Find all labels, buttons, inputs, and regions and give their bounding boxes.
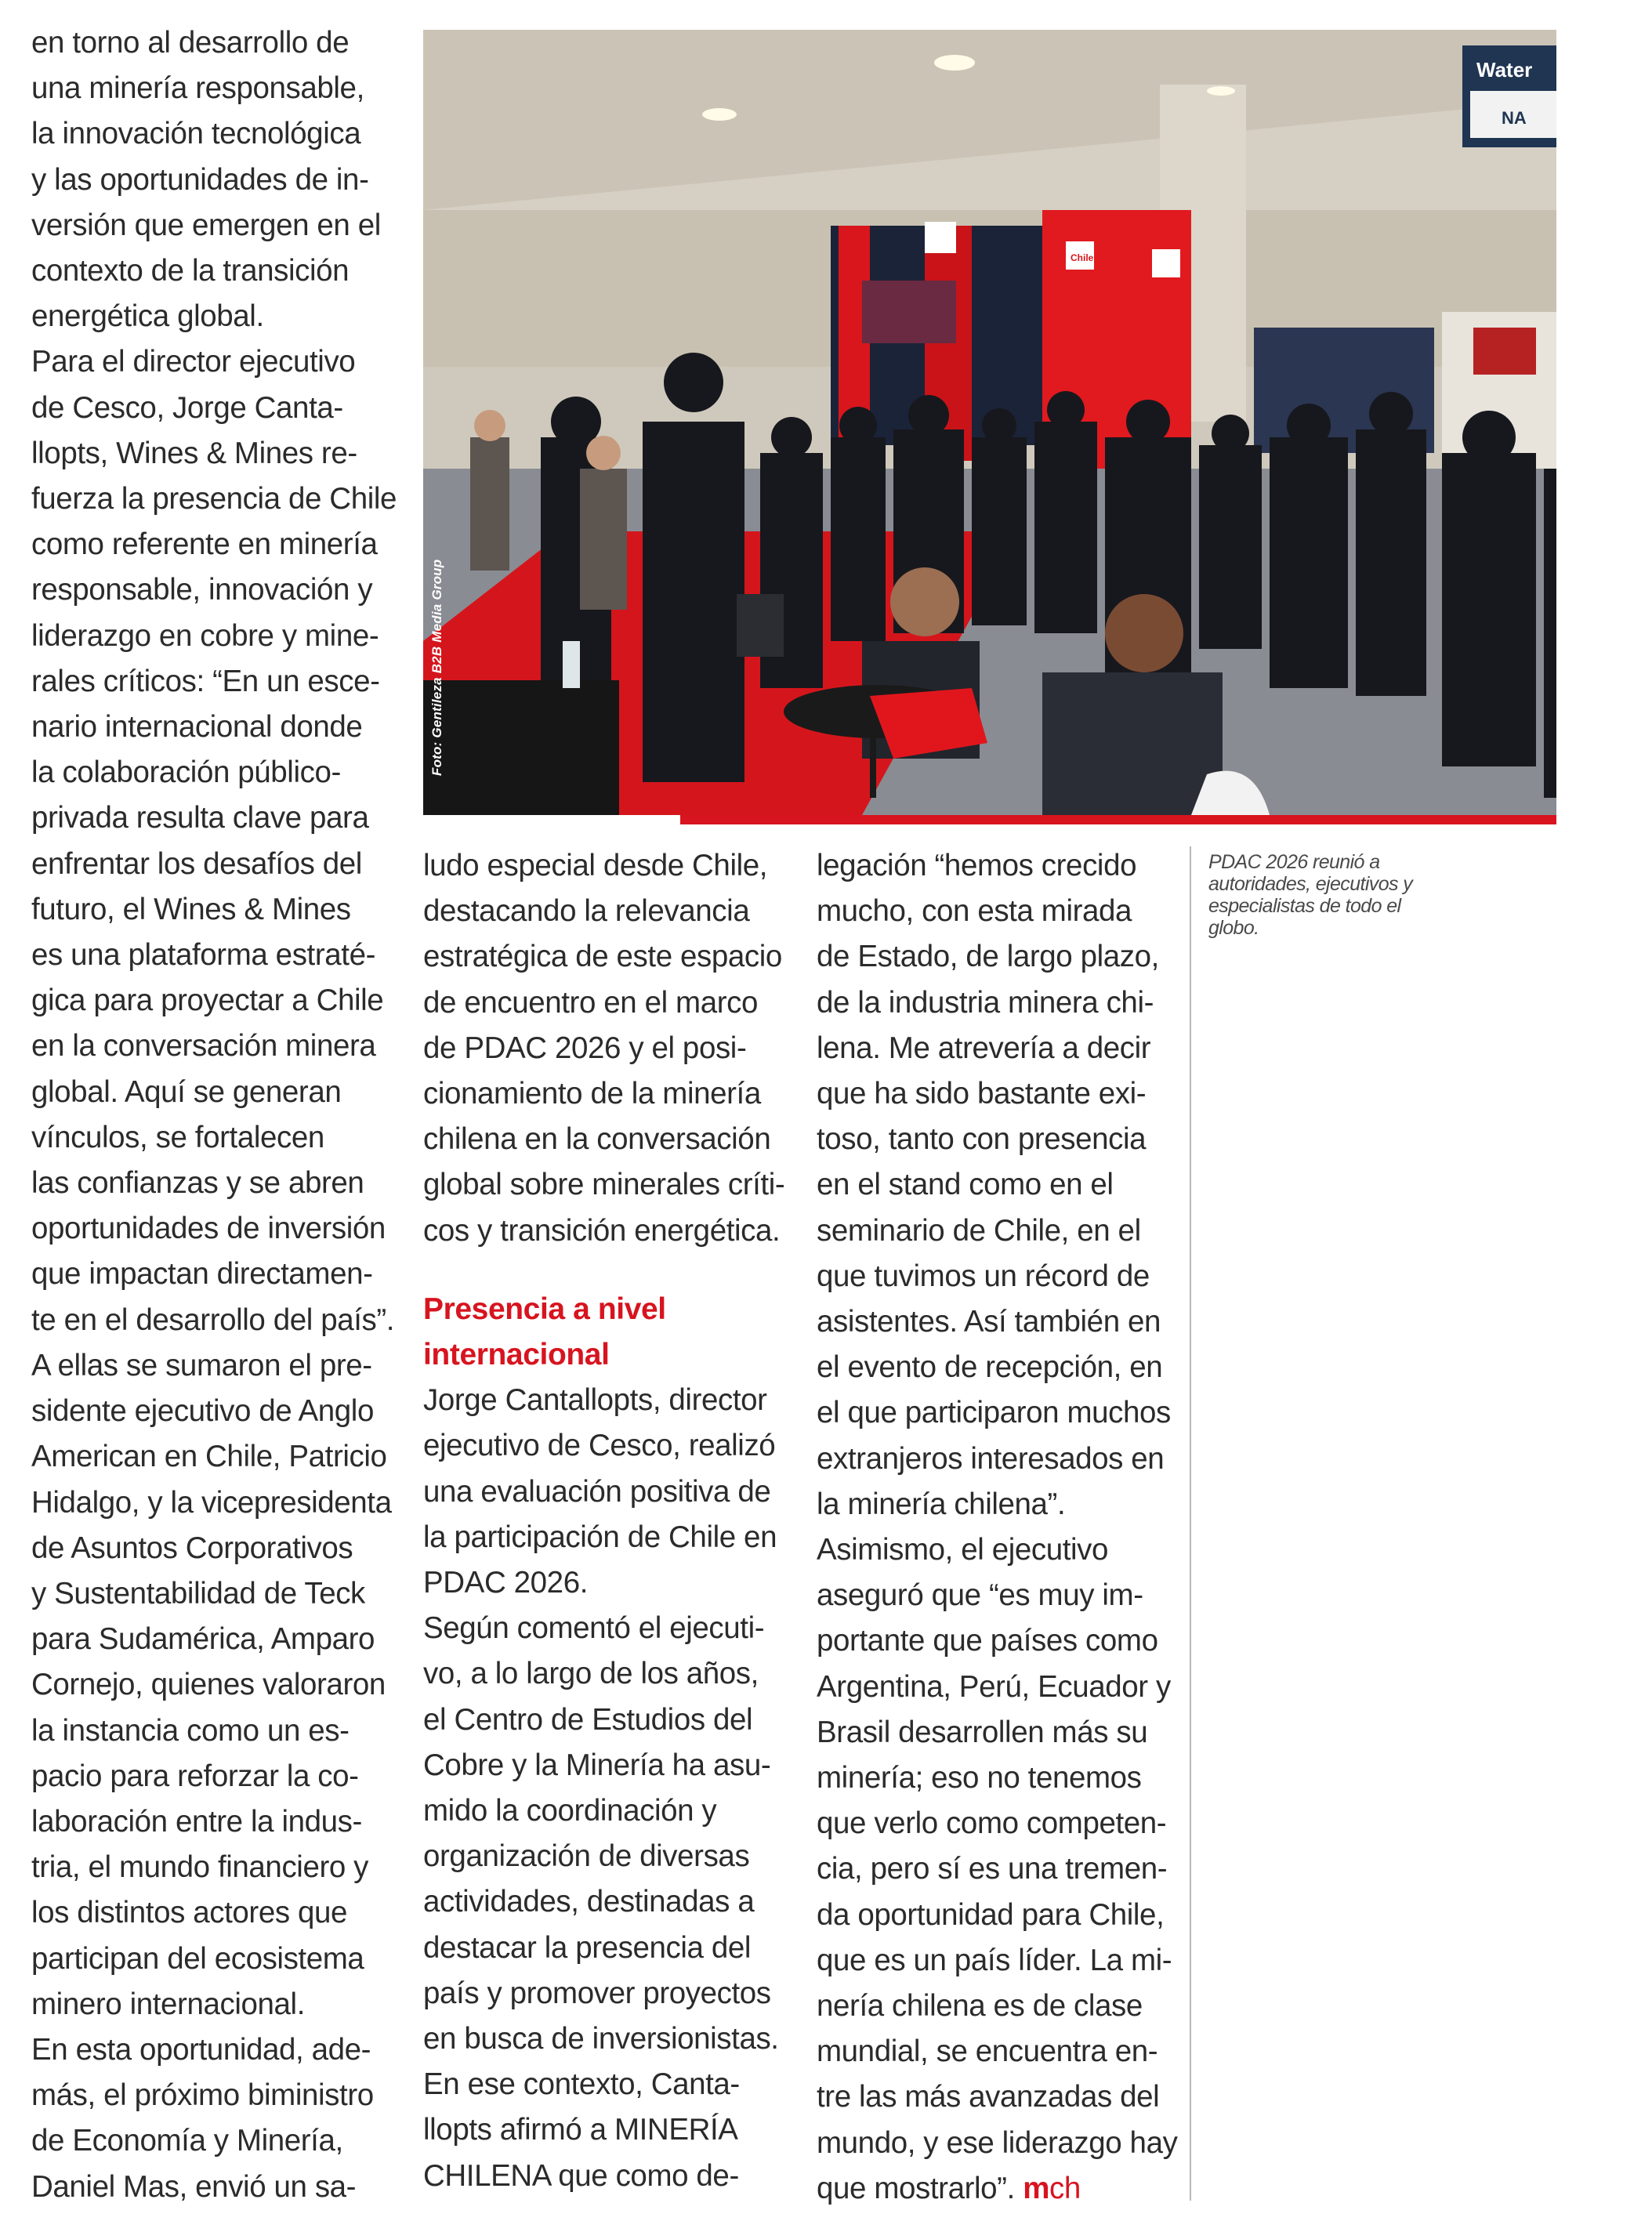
paragraph	[423, 2062, 768, 2199]
text-line: Para el director ejecutivo	[31, 345, 356, 379]
text-line: tre las más avanzadas del	[817, 2080, 1160, 2114]
text-line: Jorge Cantallopts, director	[423, 1383, 767, 1418]
text-line: y las oportunidades de in-	[31, 162, 369, 197]
text-line: el evento de recepción, en	[817, 1350, 1163, 1385]
text-line: Presencia a nivel	[423, 1292, 666, 1326]
paragraph	[423, 1378, 777, 1606]
text-line: en el stand como en el	[817, 1168, 1114, 1202]
text-line: destacando la relevancia	[423, 894, 750, 929]
text-line: Brasil desarrollen más su	[817, 1715, 1148, 1749]
text-line: seminario de Chile, en el	[817, 1213, 1141, 1248]
text-line: En esta oportunidad, ade-	[31, 2032, 371, 2067]
text-line: ejecutivo de Cesco, realizó	[423, 1429, 776, 1463]
text-line: más, el próximo biministro	[31, 2078, 374, 2113]
text-line: las confianzas y se abren	[31, 1166, 364, 1201]
text-line: que tuvimos un récord de	[817, 1259, 1150, 1293]
text-line: de Economía y Minería,	[31, 2124, 343, 2158]
text-line: vínculos, se fortalecen	[31, 1120, 324, 1154]
text-line: cia, pero sí es una tremen-	[817, 1852, 1168, 1886]
text-line: minería; eso no tenemos	[817, 1761, 1142, 1795]
text-line: que ha sido bastante exi-	[817, 1077, 1147, 1111]
text-line: chilena en la conversación	[423, 1122, 771, 1157]
text-line: que es un país líder. La mi-	[817, 1943, 1172, 1977]
text-line: global. Aquí se generan	[31, 1074, 342, 1109]
text-line: que impactan directamen-	[31, 1257, 373, 1292]
caption-divider	[1190, 846, 1191, 2201]
text-line: rales críticos: “En un esce-	[31, 664, 380, 698]
text-line: Según comentó el ejecuti-	[423, 1611, 765, 1646]
sign-logo: NA	[1502, 108, 1527, 128]
text-line: tria, el mundo financiero y	[31, 1850, 369, 1885]
text-line: nería chilena es de clase	[817, 1989, 1143, 2024]
photo-red-line	[680, 815, 1556, 824]
text-line: es una plataforma estraté-	[31, 938, 376, 973]
text-line: versión que emergen en el	[31, 208, 381, 242]
text-line: minero internacional.	[31, 1987, 305, 2021]
text-line: país y promover proyectos	[423, 1976, 771, 2010]
text-line: nario internacional donde	[31, 710, 363, 745]
text-line: una minería responsable,	[31, 71, 364, 106]
text-line: en torno al desarrollo de	[31, 26, 350, 60]
text-line: Cobre y la Minería ha asu-	[423, 1748, 771, 1782]
article-column-2	[423, 843, 785, 2199]
text-line: ludo especial desde Chile,	[423, 849, 768, 882]
text-line: estratégica de este espacio	[423, 940, 782, 974]
text-line: Cornejo, quienes valoraron	[31, 1668, 386, 1702]
text-line: En ese contexto, Canta-	[423, 2067, 740, 2102]
text-line: cionamiento de la minería	[423, 1077, 761, 1111]
text-line: energética global.	[31, 299, 264, 334]
paragraph	[31, 1343, 392, 2027]
text-line: aseguró que “es muy im-	[817, 1578, 1143, 1613]
text-line: globo.	[1208, 917, 1259, 939]
photo-credit: Foto: Gentileza B2B Media Group	[429, 559, 444, 776]
text-line: actividades, destinadas a	[423, 1885, 755, 1919]
section-subhead	[423, 1287, 768, 1378]
text-line: PDAC 2026.	[423, 1566, 589, 1600]
text-line: asistentes. Así también en	[817, 1305, 1161, 1339]
text-line: laboración entre la indus-	[31, 1804, 362, 1839]
booth-label: Chile	[1071, 252, 1094, 263]
text-line: cos y transición energética.	[423, 1213, 781, 1248]
text-line: mucho, con esta mirada	[817, 894, 1132, 929]
text-line: destacar la presencia del	[423, 1930, 752, 1965]
text-line: sidente ejecutivo de Anglo	[31, 1394, 374, 1429]
text-line: especialistas de todo el	[1208, 895, 1401, 917]
paragraph	[31, 339, 397, 1342]
text-line: como referente en minería	[31, 527, 378, 562]
text-line: llopts, Wines & Mines re-	[31, 436, 357, 470]
text-line: organización de diversas	[423, 1839, 750, 1874]
text-line: da oportunidad para Chile,	[817, 1897, 1165, 1932]
paragraph	[31, 20, 381, 339]
text-line: futuro, el Wines & Mines	[31, 892, 351, 926]
text-line: los distintos actores que	[31, 1896, 348, 1930]
signoff-logo-m: m	[1023, 2171, 1050, 2205]
text-line: la participación de Chile en	[423, 1520, 777, 1554]
text-line: Daniel Mas, envió un sa-	[31, 2169, 357, 2204]
text-line: mundial, se encuentra en-	[817, 2034, 1158, 2069]
signoff-logo-ch: ch	[1049, 2171, 1081, 2205]
text-line: American en Chile, Patricio	[31, 1440, 387, 1474]
text-line: PDAC 2026 reunió a	[1208, 851, 1380, 873]
text-line: de la industria minera chi-	[817, 985, 1154, 1020]
photo-caption	[1208, 851, 1413, 939]
text-line: la innovación tecnológica	[31, 117, 361, 151]
paragraph	[423, 1606, 779, 2062]
text-line: el que participaron muchos	[817, 1396, 1171, 1430]
text-line: te en el desarrollo del país”.	[31, 1303, 395, 1337]
text-line: pacio para reforzar la co-	[31, 1759, 359, 1793]
text-line: Asimismo, el ejecutivo	[817, 1533, 1109, 1567]
text-line: oportunidades de inversión	[31, 1212, 386, 1246]
text-line: extranjeros interesados en	[817, 1441, 1165, 1476]
article-column-3	[817, 843, 1178, 2212]
spacer	[423, 1254, 768, 1287]
final-line	[817, 2166, 1161, 2212]
text-line: CHILENA que como de-	[423, 2158, 739, 2193]
text-line: liderazgo en cobre y mine-	[31, 618, 379, 653]
text-line: fuerza la presencia de Chile	[31, 482, 397, 516]
text-line: responsable, innovación y	[31, 573, 373, 607]
text-line: A ellas se sumaron el pre-	[31, 1348, 372, 1382]
event-photo	[423, 30, 1556, 815]
text-line: y Sustentabilidad de Teck	[31, 1576, 365, 1610]
text-line: que verlo como competen-	[817, 1806, 1167, 1841]
text-line: la instancia como un es-	[31, 1713, 350, 1748]
text-line: la colaboración público-	[31, 755, 341, 790]
text-line: global sobre minerales críti-	[423, 1168, 785, 1202]
paragraph	[817, 843, 1171, 1527]
sign-text: Water	[1476, 58, 1533, 82]
text-line: de Asuntos Corporativos	[31, 1531, 353, 1565]
text-line: enfrentar los desafíos del	[31, 846, 362, 881]
text-line: autoridades, ejecutivos y	[1208, 873, 1413, 895]
paragraph	[31, 2027, 376, 2210]
text-line: la minería chilena”.	[817, 1487, 1066, 1521]
article-column-1	[31, 20, 397, 2210]
text-line: privada resulta clave para	[31, 801, 369, 835]
text-line: llopts afirmó a MINERÍA	[423, 2113, 738, 2147]
text-line: participan del ecosistema	[31, 1941, 364, 1976]
text-line: en busca de inversionistas.	[423, 2022, 779, 2056]
text-line: para Sudamérica, Amparo	[31, 1622, 375, 1657]
text-line: en la conversación minera	[31, 1029, 376, 1063]
text-line: toso, tanto con presencia	[817, 1122, 1147, 1157]
text-line: portante que países como	[817, 1624, 1158, 1658]
paragraph	[817, 1527, 1178, 2212]
text-line: que mostrarlo”.	[817, 2171, 1023, 2205]
text-line: de Cesco, Jorge Canta-	[31, 390, 343, 425]
text-line: vo, a lo largo de los años,	[423, 1657, 759, 1691]
text-line: lena. Me atrevería a decir	[817, 1031, 1151, 1065]
text-line: Hidalgo, y la vicepresidenta	[31, 1485, 392, 1520]
text-line: legación “hemos crecido	[817, 849, 1137, 882]
text-line: de encuentro en el marco	[423, 985, 759, 1020]
text-line: de Estado, de largo plazo,	[817, 940, 1159, 974]
text-line: el Centro de Estudios del	[423, 1702, 753, 1737]
text-line: Argentina, Perú, Ecuador y	[817, 1669, 1171, 1704]
text-line: de PDAC 2026 y el posi-	[423, 1031, 747, 1065]
text-line: una evaluación positiva de	[423, 1474, 771, 1509]
text-line: mundo, y ese liderazgo hay	[817, 2125, 1178, 2160]
text-line: mido la coordinación y	[423, 1794, 717, 1828]
text-line: internacional	[423, 1338, 610, 1372]
text-line: gica para proyectar a Chile	[31, 984, 384, 1018]
paragraph	[423, 843, 785, 1254]
text-line: contexto de la transición	[31, 254, 350, 288]
